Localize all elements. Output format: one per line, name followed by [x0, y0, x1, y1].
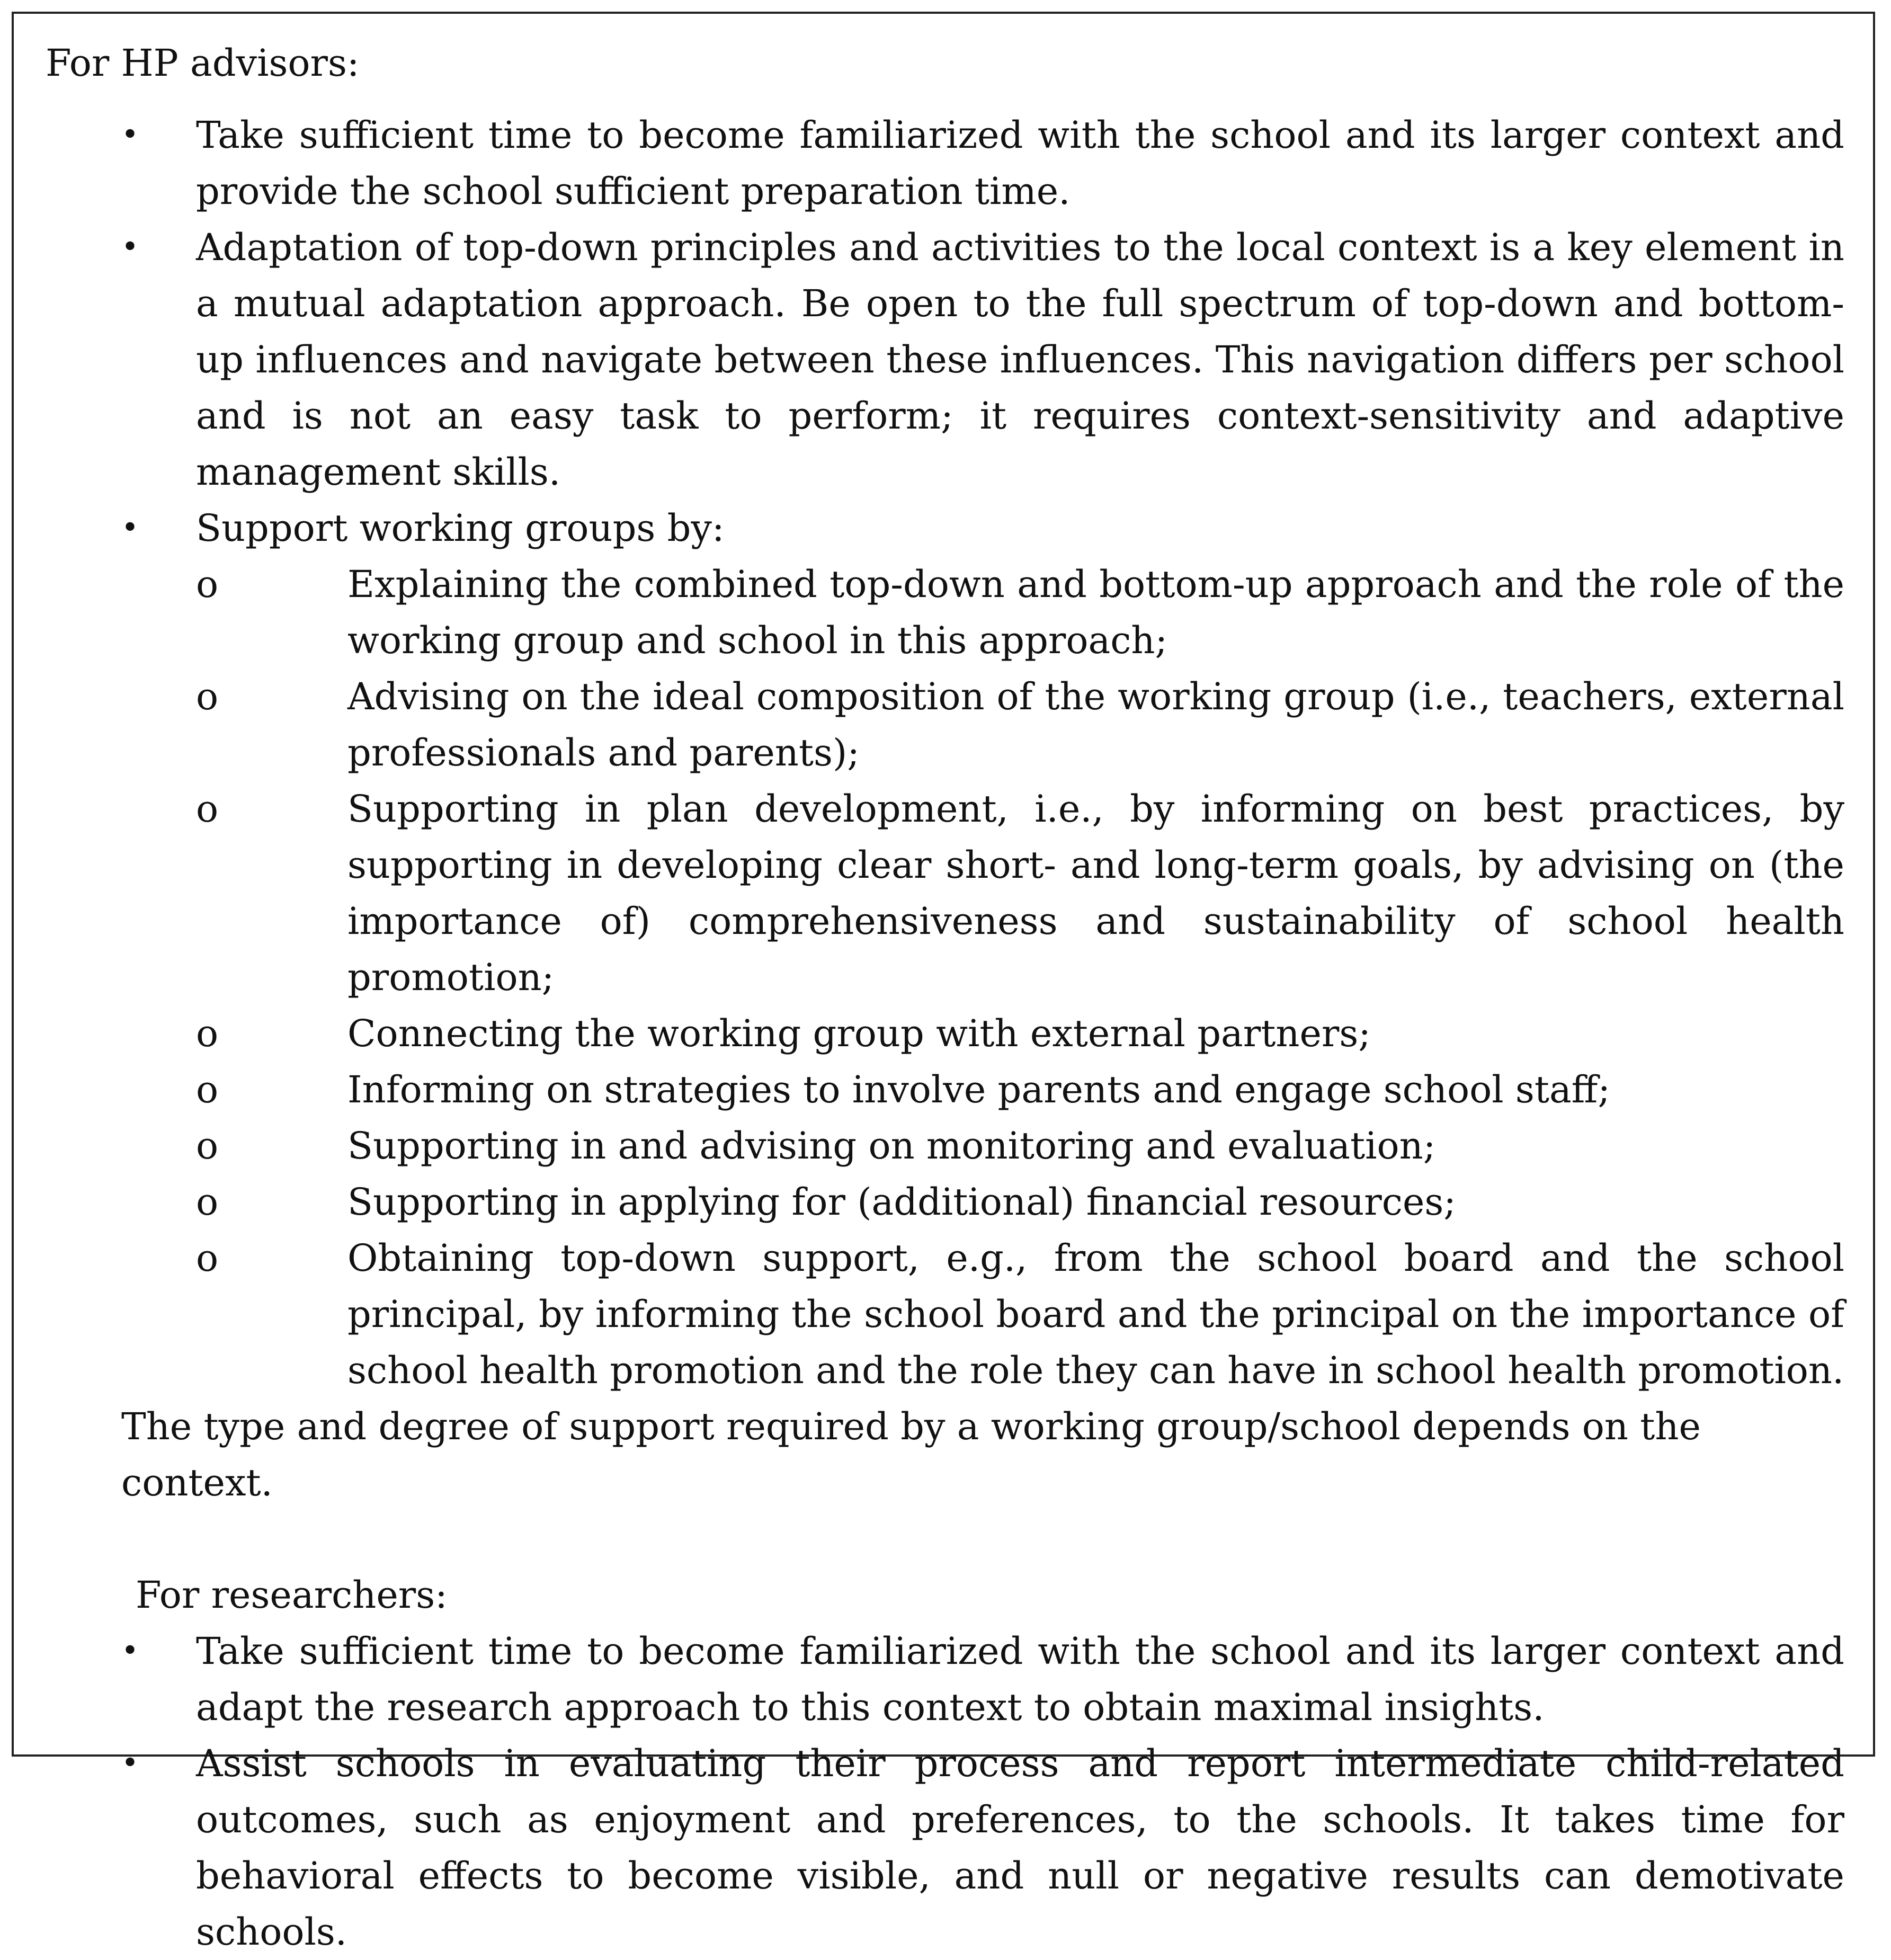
list-item-text: Take sufficient time to become familiarized with the school and its larger context and adapt the research approach to this context to obtain maximal insights.	[196, 1629, 1844, 1729]
sub-bullet-icon: o	[196, 675, 219, 718]
researchers-heading: For researchers:	[136, 1573, 448, 1617]
list-item	[46, 500, 1844, 556]
recommendations-box	[12, 12, 1875, 1954]
sub-bullet-icon: o	[196, 1068, 219, 1111]
bullet-icon: •	[121, 1746, 139, 1780]
hp-advisors-list	[46, 107, 1844, 556]
box-content	[46, 35, 1844, 1960]
sub-list-item-text: Obtaining top-down support, e.g., from the school board and the school principal, by informing the school board and the principal on the importance of school health promotion and the role they can have in school health promotion.	[347, 1236, 1844, 1392]
sub-bullet-icon: o	[196, 1012, 219, 1055]
sub-list-item-text: Supporting in and advising on monitoring and evaluation;	[347, 1124, 1436, 1168]
researchers-list	[46, 1623, 1844, 1960]
sub-list-item	[196, 1174, 1844, 1230]
list-item-text: Support working groups by:	[196, 506, 725, 550]
bullet-icon: •	[121, 118, 139, 152]
sub-list-item	[196, 1062, 1844, 1118]
bullet-icon: •	[121, 1634, 139, 1668]
sub-list-item-text: Supporting in plan development, i.e., by informing on best practices, by supporting in developing clear short- and long-term goals, by advising on (the importance of) comprehensiveness and sustainability of school health promotion;	[347, 787, 1844, 999]
list-item-text: Adaptation of top-down principles and activities to the local context is a key element in a mutual adaptation approach. Be open to the full spectrum of top-down and bottom-up influences and navigate between these influences. This navigation differs per school and is not an easy task to perform; it requires context-sensitivity and adaptive management skills.	[196, 226, 1844, 494]
list-item	[46, 1623, 1844, 1735]
bullet-icon: •	[121, 511, 139, 545]
section-spacer	[46, 1511, 1844, 1567]
sub-list-item-text: Informing on strategies to involve parents and engage school staff;	[347, 1068, 1610, 1111]
list-item	[46, 107, 1844, 219]
sub-list-item	[196, 669, 1844, 781]
list-item	[46, 1735, 1844, 1960]
sub-bullet-icon: o	[196, 1124, 219, 1168]
sub-list-item-text: Advising on the ideal composition of the working group (i.e., teachers, external professionals and parents);	[347, 675, 1844, 774]
sub-list-item	[196, 1118, 1844, 1174]
list-item-text: Assist schools in evaluating their process and report intermediate child-related outcomes, such as enjoyment and preferences, to the schools. It takes time for behavioral effects to become visible, and null or negative results can demotivate schools.	[196, 1742, 1844, 1954]
sub-list-item	[196, 1230, 1844, 1398]
sub-bullet-icon: o	[196, 1236, 219, 1280]
hp-advisors-heading: For HP advisors:	[46, 41, 360, 85]
list-item-text: Take sufficient time to become familiarized with the school and its larger context and provide the school sufficient preparation time.	[196, 113, 1844, 213]
bullet-icon: •	[121, 230, 139, 264]
sub-list-item-text: Explaining the combined top-down and bottom-up approach and the role of the working group and school in this approach;	[347, 563, 1844, 662]
list-item	[46, 219, 1844, 500]
sub-list-item	[196, 781, 1844, 1005]
sub-list-item	[196, 1005, 1844, 1062]
sub-list-item	[196, 556, 1844, 669]
sub-bullet-icon: o	[196, 563, 219, 606]
sub-list-item-text: Connecting the working group with external partners;	[347, 1012, 1371, 1055]
support-context-note: The type and degree of support required by a working group/school depends on the context.	[121, 1405, 1701, 1504]
sub-bullet-icon: o	[196, 1180, 219, 1224]
sub-list-item-text: Supporting in applying for (additional) financial resources;	[347, 1180, 1456, 1224]
working-group-support-list	[196, 556, 1844, 1398]
sub-bullet-icon: o	[196, 787, 219, 831]
